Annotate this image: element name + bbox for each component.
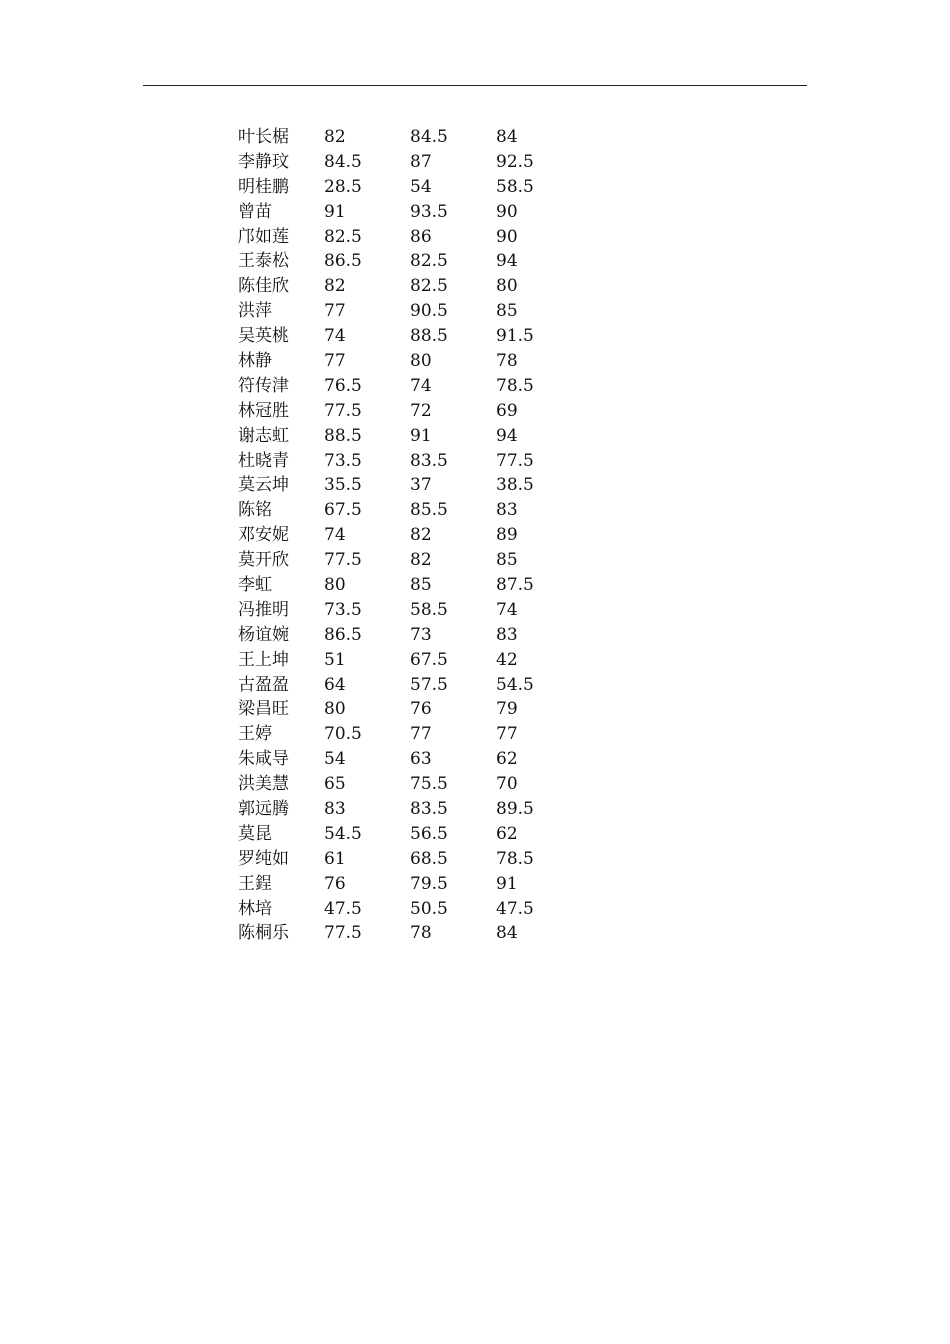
score-1: 54 bbox=[324, 749, 346, 770]
score-3: 92.5 bbox=[496, 151, 534, 172]
score-2: 91 bbox=[410, 425, 432, 446]
score-1: 76.5 bbox=[324, 375, 362, 396]
table-row bbox=[238, 847, 556, 872]
score-3: 89 bbox=[496, 525, 518, 546]
score-1: 74 bbox=[324, 326, 346, 347]
score-1: 82 bbox=[324, 126, 346, 147]
score-2: 85 bbox=[410, 574, 432, 595]
score-3: 70 bbox=[496, 774, 518, 795]
score-2: 83.5 bbox=[410, 450, 448, 471]
score-2: 90.5 bbox=[410, 301, 448, 322]
score-3: 69 bbox=[496, 400, 518, 421]
table-row bbox=[238, 498, 556, 523]
score-2: 58.5 bbox=[410, 599, 448, 620]
score-2: 82.5 bbox=[410, 276, 448, 297]
student-name: 叶长椐 bbox=[238, 126, 289, 147]
table-row bbox=[238, 473, 556, 498]
score-1: 65 bbox=[324, 774, 346, 795]
student-name: 朱咸导 bbox=[238, 749, 289, 770]
student-name: 李虹 bbox=[238, 574, 272, 595]
score-1: 77.5 bbox=[324, 923, 362, 944]
score-3: 47.5 bbox=[496, 898, 534, 919]
score-table bbox=[238, 125, 556, 946]
student-name: 陈桐乐 bbox=[238, 923, 289, 944]
table-row bbox=[238, 648, 556, 673]
score-3: 87.5 bbox=[496, 574, 534, 595]
score-2: 56.5 bbox=[410, 823, 448, 844]
table-row bbox=[238, 424, 556, 449]
table-row bbox=[238, 150, 556, 175]
score-1: 86.5 bbox=[324, 251, 362, 272]
table-row bbox=[238, 697, 556, 722]
student-name: 明桂鹏 bbox=[238, 176, 289, 197]
student-name: 郭远腾 bbox=[238, 798, 289, 819]
table-row bbox=[238, 399, 556, 424]
table-row bbox=[238, 548, 556, 573]
score-1: 77 bbox=[324, 350, 346, 371]
score-1: 86.5 bbox=[324, 624, 362, 645]
score-3: 77.5 bbox=[496, 450, 534, 471]
score-2: 73 bbox=[410, 624, 432, 645]
table-row bbox=[238, 897, 556, 922]
score-2: 85.5 bbox=[410, 500, 448, 521]
score-3: 91.5 bbox=[496, 326, 534, 347]
student-name: 莫云坤 bbox=[238, 475, 289, 496]
score-1: 80 bbox=[324, 699, 346, 720]
score-3: 74 bbox=[496, 599, 518, 620]
score-3: 84 bbox=[496, 126, 518, 147]
score-1: 70.5 bbox=[324, 724, 362, 745]
score-2: 84.5 bbox=[410, 126, 448, 147]
student-name: 莫开欣 bbox=[238, 550, 289, 571]
table-row bbox=[238, 573, 556, 598]
score-3: 94 bbox=[496, 425, 518, 446]
score-3: 54.5 bbox=[496, 674, 534, 695]
table-row bbox=[238, 922, 556, 947]
score-3: 80 bbox=[496, 276, 518, 297]
score-3: 89.5 bbox=[496, 798, 534, 819]
score-2: 88.5 bbox=[410, 326, 448, 347]
score-table-body bbox=[238, 125, 556, 946]
score-2: 74 bbox=[410, 375, 432, 396]
table-row bbox=[238, 349, 556, 374]
table-row bbox=[238, 225, 556, 250]
header-rule bbox=[143, 85, 807, 86]
score-2: 82 bbox=[410, 525, 432, 546]
score-3: 85 bbox=[496, 550, 518, 571]
table-row bbox=[238, 449, 556, 474]
student-name: 邝如莲 bbox=[238, 226, 289, 247]
score-1: 82.5 bbox=[324, 226, 362, 247]
score-2: 93.5 bbox=[410, 201, 448, 222]
score-2: 72 bbox=[410, 400, 432, 421]
score-2: 86 bbox=[410, 226, 432, 247]
score-3: 58.5 bbox=[496, 176, 534, 197]
score-3: 77 bbox=[496, 724, 518, 745]
score-2: 68.5 bbox=[410, 848, 448, 869]
table-row bbox=[238, 673, 556, 698]
table-row bbox=[238, 274, 556, 299]
score-1: 76 bbox=[324, 873, 346, 894]
score-2: 78 bbox=[410, 923, 432, 944]
student-name: 冯推明 bbox=[238, 599, 289, 620]
score-3: 78 bbox=[496, 350, 518, 371]
score-1: 54.5 bbox=[324, 823, 362, 844]
score-2: 82.5 bbox=[410, 251, 448, 272]
score-2: 54 bbox=[410, 176, 432, 197]
score-1: 35.5 bbox=[324, 475, 362, 496]
score-1: 73.5 bbox=[324, 450, 362, 471]
score-1: 61 bbox=[324, 848, 346, 869]
score-2: 50.5 bbox=[410, 898, 448, 919]
score-2: 77 bbox=[410, 724, 432, 745]
score-1: 77.5 bbox=[324, 400, 362, 421]
score-1: 51 bbox=[324, 649, 346, 670]
student-name: 陈佳欣 bbox=[238, 276, 289, 297]
student-name: 莫昆 bbox=[238, 823, 272, 844]
score-2: 67.5 bbox=[410, 649, 448, 670]
student-name: 王上坤 bbox=[238, 649, 289, 670]
table-row bbox=[238, 797, 556, 822]
score-3: 83 bbox=[496, 624, 518, 645]
student-name: 吴英桃 bbox=[238, 326, 289, 347]
student-name: 杜晓青 bbox=[238, 450, 289, 471]
student-name: 谢志虹 bbox=[238, 425, 289, 446]
score-1: 83 bbox=[324, 798, 346, 819]
score-3: 78.5 bbox=[496, 375, 534, 396]
student-name: 洪萍 bbox=[238, 301, 272, 322]
score-1: 28.5 bbox=[324, 176, 362, 197]
score-3: 42 bbox=[496, 649, 518, 670]
score-1: 77.5 bbox=[324, 550, 362, 571]
student-name: 王泰松 bbox=[238, 251, 289, 272]
student-name: 邓安妮 bbox=[238, 525, 289, 546]
score-2: 87 bbox=[410, 151, 432, 172]
table-row bbox=[238, 324, 556, 349]
table-row bbox=[238, 722, 556, 747]
score-3: 84 bbox=[496, 923, 518, 944]
score-1: 74 bbox=[324, 525, 346, 546]
table-row bbox=[238, 747, 556, 772]
student-name: 林静 bbox=[238, 350, 272, 371]
student-name: 王婷 bbox=[238, 724, 272, 745]
table-row bbox=[238, 249, 556, 274]
student-name: 罗纯如 bbox=[238, 848, 289, 869]
table-row bbox=[238, 822, 556, 847]
table-row bbox=[238, 598, 556, 623]
table-row bbox=[238, 772, 556, 797]
table-row bbox=[238, 125, 556, 150]
score-3: 62 bbox=[496, 749, 518, 770]
score-1: 91 bbox=[324, 201, 346, 222]
score-3: 94 bbox=[496, 251, 518, 272]
student-name: 洪美慧 bbox=[238, 774, 289, 795]
score-3: 78.5 bbox=[496, 848, 534, 869]
student-name: 曾苗 bbox=[238, 201, 272, 222]
score-3: 91 bbox=[496, 873, 518, 894]
score-3: 90 bbox=[496, 226, 518, 247]
score-2: 57.5 bbox=[410, 674, 448, 695]
score-3: 85 bbox=[496, 301, 518, 322]
score-2: 83.5 bbox=[410, 798, 448, 819]
score-2: 37 bbox=[410, 475, 432, 496]
score-1: 82 bbox=[324, 276, 346, 297]
score-2: 63 bbox=[410, 749, 432, 770]
score-1: 73.5 bbox=[324, 599, 362, 620]
student-name: 王鋥 bbox=[238, 873, 272, 894]
score-1: 64 bbox=[324, 674, 346, 695]
table-row bbox=[238, 374, 556, 399]
score-3: 38.5 bbox=[496, 475, 534, 496]
score-1: 80 bbox=[324, 574, 346, 595]
score-3: 90 bbox=[496, 201, 518, 222]
score-1: 84.5 bbox=[324, 151, 362, 172]
score-1: 47.5 bbox=[324, 898, 362, 919]
score-3: 62 bbox=[496, 823, 518, 844]
score-1: 77 bbox=[324, 301, 346, 322]
student-name: 符传津 bbox=[238, 375, 289, 396]
student-name: 林冠胜 bbox=[238, 400, 289, 421]
table-row bbox=[238, 200, 556, 225]
student-name: 古盈盈 bbox=[238, 674, 289, 695]
score-3: 83 bbox=[496, 500, 518, 521]
table-row bbox=[238, 299, 556, 324]
score-3: 79 bbox=[496, 699, 518, 720]
score-2: 82 bbox=[410, 550, 432, 571]
table-row bbox=[238, 523, 556, 548]
student-name: 杨谊婉 bbox=[238, 624, 289, 645]
table-row bbox=[238, 623, 556, 648]
student-name: 李静玟 bbox=[238, 151, 289, 172]
student-name: 陈铭 bbox=[238, 500, 272, 521]
score-1: 67.5 bbox=[324, 500, 362, 521]
student-name: 梁昌旺 bbox=[238, 699, 289, 720]
score-2: 75.5 bbox=[410, 774, 448, 795]
table-row bbox=[238, 872, 556, 897]
student-name: 林培 bbox=[238, 898, 272, 919]
score-2: 80 bbox=[410, 350, 432, 371]
score-2: 79.5 bbox=[410, 873, 448, 894]
score-2: 76 bbox=[410, 699, 432, 720]
score-1: 88.5 bbox=[324, 425, 362, 446]
table-row bbox=[238, 175, 556, 200]
